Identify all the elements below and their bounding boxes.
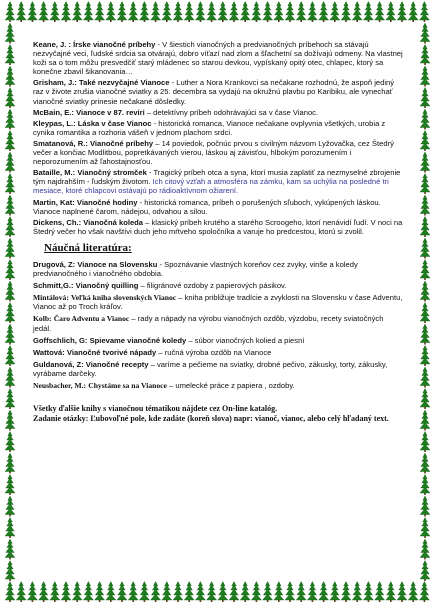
book-author: Grisham, J.: xyxy=(33,78,77,88)
christmas-tree-icon xyxy=(285,582,295,603)
book-annotation: – klasický príbeh krutého a starého Scroogeho, ktorí nenávidí ľudí. V noci na Štedrý večer ho však navštívi duch jeho mŕtveho spoločníka a varuje ho predcestou, ktorú si zvolil. xyxy=(33,217,403,236)
book-author: Guldanová, Z: xyxy=(33,359,84,369)
book-annotation: – kniha približuje tradície a zvyklosti na Slovensku v čase Adventu, Vianoc až po Troch kráľov. xyxy=(33,293,403,312)
book-title: Vianočný stromček xyxy=(77,168,147,178)
christmas-tree-icon xyxy=(5,389,15,410)
book-entry xyxy=(33,336,403,345)
christmas-tree-icon xyxy=(363,2,373,23)
christmas-tree-icon xyxy=(162,2,172,23)
christmas-tree-icon xyxy=(263,582,273,603)
christmas-tree-icon xyxy=(229,582,239,603)
book-entry xyxy=(33,139,403,166)
christmas-tree-icon xyxy=(117,582,127,603)
book-annotation: – varíme a pečieme na sviatky, drobné pečivo, zákusky, torty, zákusky, vyrábame darčeky. xyxy=(33,359,388,378)
book-list xyxy=(33,40,403,423)
christmas-tree-icon xyxy=(39,2,49,23)
christmas-tree-icon xyxy=(151,582,161,603)
book-entry xyxy=(33,381,403,390)
christmas-tree-icon xyxy=(5,367,15,388)
christmas-tree-icon xyxy=(207,582,217,603)
book-annotation: – filigránové ozdoby z papierových pásikov. xyxy=(138,281,287,291)
book-annotation: – ručná výroba ozdôb na Vianoce xyxy=(156,347,272,357)
christmas-tree-icon xyxy=(296,2,306,23)
book-author: Kolb: xyxy=(33,314,52,324)
christmas-tree-icon xyxy=(5,561,15,582)
christmas-tree-icon xyxy=(5,346,15,367)
book-annotation-continued: Ich citový vzťah a atmosféra na zámku, kam sa uchýlia na posledné tri mesiace, ktoré chlapcovi ostávajú po rádioaktívnom ožiarení. xyxy=(33,177,389,196)
christmas-tree-icon xyxy=(420,389,430,410)
christmas-tree-icon xyxy=(218,2,228,23)
book-author: Goffschlich, G: xyxy=(33,335,88,345)
christmas-tree-icon xyxy=(420,518,430,539)
book-annotation: – 14 poviedok, počnúc prvou s civilným názvom Lyžovačka, cez Štedrý večer a končiac Modlitbou, popretkávaných vierou, láskou aj závisťou, hlbokým porozumením i neporozumením až ľahostajnosťou. xyxy=(33,138,394,167)
christmas-tree-icon xyxy=(420,260,430,281)
christmas-tree-icon xyxy=(420,217,430,238)
book-entry xyxy=(33,293,403,311)
nonfiction-list xyxy=(33,260,403,390)
fiction-list xyxy=(33,40,403,236)
christmas-tree-icon xyxy=(195,582,205,603)
christmas-tree-icon xyxy=(5,260,15,281)
book-title: Veľká kniha slovenských Vianoc xyxy=(70,293,177,303)
christmas-tree-icon xyxy=(375,2,385,23)
christmas-tree-icon xyxy=(363,582,373,603)
christmas-tree-icon xyxy=(420,152,430,173)
christmas-tree-icon xyxy=(5,496,15,517)
catalog-note-line2: Zadanie otázky: Ľubovoľné pole, kde zadáte (koreň slova) napr: vianoč, vianoc, alebo celý hľadaný text. xyxy=(33,413,389,423)
christmas-tree-icon xyxy=(420,195,430,216)
christmas-tree-icon xyxy=(285,2,295,23)
book-entry xyxy=(33,218,403,236)
christmas-tree-icon xyxy=(27,582,37,603)
christmas-tree-icon xyxy=(240,582,250,603)
christmas-tree-icon xyxy=(162,582,172,603)
christmas-tree-icon xyxy=(341,2,351,23)
christmas-tree-icon xyxy=(61,2,71,23)
book-title: Vianočné hodiny xyxy=(76,197,138,207)
book-author: Keane, J. : xyxy=(33,40,71,49)
christmas-tree-icon xyxy=(139,2,149,23)
christmas-tree-icon xyxy=(251,2,261,23)
christmas-tree-icon xyxy=(386,2,396,23)
christmas-tree-icon xyxy=(5,217,15,238)
book-entry xyxy=(33,260,403,278)
christmas-tree-icon xyxy=(229,2,239,23)
christmas-tree-icon xyxy=(195,2,205,23)
christmas-tree-icon xyxy=(5,174,15,195)
christmas-tree-icon xyxy=(5,195,15,216)
christmas-tree-icon xyxy=(16,582,26,603)
book-title: Vianoce v 87. revíri xyxy=(76,107,145,117)
book-annotation: - Luther a Nora Krankovci sa nečakane rozhodnú, že aspoň jediný raz v živote zrušia vianočné sviatky a 25. decembra sa vydajú na okružnú plavbu po Karibiku, ale vynechať vianočné sviatky prinesie nečakané dôsledky. xyxy=(33,78,395,106)
christmas-tree-icon xyxy=(419,2,429,23)
christmas-tree-icon xyxy=(5,45,15,66)
book-title: Vianočná koleda xyxy=(83,217,144,227)
catalog-note-line1: Všetky ďalšie knihy s vianočnou tématikou nájdete cez On-line katalóg. xyxy=(33,404,278,414)
christmas-tree-icon xyxy=(5,539,15,560)
book-annotation: - V šiestich vianočných a predvianočných príbehoch sa stávajú nezvyčajné veci, ľudské srdcia sa otvárajú, dobro víťazí nad zlom a šľachetní sa dožívajú odmeny. Na vlastnej koži sa o tom môžu presvedčiť starý mládenec so starou devkou, vypískaný opitý otec, chlapec, ktorý sa konečne zbavil šikanovania… xyxy=(33,40,403,77)
christmas-tree-icon xyxy=(307,2,317,23)
christmas-tree-icon xyxy=(5,453,15,474)
book-entry xyxy=(33,78,403,105)
christmas-tree-icon xyxy=(27,2,37,23)
christmas-tree-icon xyxy=(139,582,149,603)
christmas-tree-icon xyxy=(420,88,430,109)
christmas-tree-icon xyxy=(420,238,430,259)
book-annotation: – umelecké práce z papiera , ozdoby. xyxy=(166,381,295,390)
christmas-tree-icon xyxy=(240,2,250,23)
book-entry xyxy=(33,281,403,290)
christmas-tree-icon xyxy=(420,281,430,302)
book-annotation: - historická romanca, príbeh o porušených sľuboch, vykúpených láskou. Vianoce naplnené čarom, nádejou, odvahou a silou. xyxy=(33,197,381,216)
christmas-tree-icon xyxy=(106,582,116,603)
christmas-tree-icon xyxy=(5,109,15,130)
book-author: Wattová: xyxy=(33,347,65,357)
christmas-tree-icon xyxy=(5,475,15,496)
christmas-tree-icon xyxy=(420,496,430,517)
christmas-tree-icon xyxy=(5,66,15,87)
christmas-tree-icon xyxy=(5,432,15,453)
christmas-tree-icon xyxy=(420,410,430,431)
christmas-tree-icon xyxy=(296,582,306,603)
book-title: Vianočné príbehy xyxy=(89,138,154,148)
christmas-tree-icon xyxy=(173,582,183,603)
christmas-tree-icon xyxy=(341,582,351,603)
book-annotation: - historická romanca, Vianoce nečakane ovplyvnia všetkých, urobia z cynika romantika a rozhoria vášeň v jednom plachom srdci. xyxy=(33,118,386,137)
book-author: Bataille, M.: xyxy=(33,168,76,178)
christmas-tree-icon xyxy=(39,582,49,603)
christmas-tree-icon xyxy=(16,2,26,23)
christmas-tree-icon xyxy=(5,23,15,44)
book-annotation: – rady a nápady na výrobu vianočných ozdôb, výzdobu, recety sviatočných jedál. xyxy=(33,314,384,333)
section-title: Náučná literatúra: xyxy=(44,241,132,254)
christmas-tree-icon xyxy=(61,582,71,603)
book-entry xyxy=(33,168,403,195)
book-title: Láska v čase Vianoc xyxy=(77,118,152,128)
christmas-tree-icon xyxy=(420,324,430,345)
book-author: Neusbacher, M.: xyxy=(33,381,87,390)
book-entry xyxy=(33,348,403,357)
book-author: Schmitt,G.: xyxy=(33,281,74,291)
christmas-tree-icon xyxy=(83,582,93,603)
book-annotation: - Tragický príbeh otca a syna, ktorí musia zaplatiť za nezmyselné zbrojenie tým najdrahším - ľudským životom. xyxy=(33,168,401,187)
catalog-note xyxy=(33,404,403,423)
christmas-tree-icon xyxy=(420,346,430,367)
christmas-tree-icon xyxy=(420,23,430,44)
christmas-tree-icon xyxy=(420,45,430,66)
christmas-tree-icon xyxy=(420,432,430,453)
christmas-tree-icon xyxy=(408,582,418,603)
christmas-tree-icon xyxy=(408,2,418,23)
christmas-tree-icon xyxy=(352,2,362,23)
christmas-tree-icon xyxy=(420,561,430,582)
book-annotation: – súbor vianočných kolied a piesní xyxy=(186,335,305,345)
christmas-tree-icon xyxy=(50,582,60,603)
christmas-tree-icon xyxy=(274,2,284,23)
christmas-tree-icon xyxy=(5,303,15,324)
christmas-tree-icon xyxy=(397,582,407,603)
book-annotation: – detektívny príbeh odohrávajúci sa v čase Vianoc. xyxy=(144,107,319,117)
christmas-tree-icon xyxy=(151,2,161,23)
christmas-tree-icon xyxy=(184,582,194,603)
book-entry xyxy=(33,108,403,117)
book-entry xyxy=(33,119,403,137)
christmas-tree-icon xyxy=(83,2,93,23)
christmas-tree-icon xyxy=(420,367,430,388)
christmas-tree-icon xyxy=(5,152,15,173)
christmas-tree-icon xyxy=(184,2,194,23)
book-entry xyxy=(33,360,403,378)
christmas-tree-icon xyxy=(274,582,284,603)
christmas-tree-icon xyxy=(419,582,429,603)
christmas-tree-icon xyxy=(128,2,138,23)
christmas-tree-icon xyxy=(72,582,82,603)
christmas-tree-icon xyxy=(106,2,116,23)
book-entry xyxy=(33,40,403,76)
book-entry xyxy=(33,198,403,216)
christmas-tree-icon xyxy=(420,453,430,474)
christmas-tree-icon xyxy=(420,109,430,130)
christmas-tree-icon xyxy=(251,582,261,603)
christmas-tree-icon xyxy=(420,539,430,560)
christmas-tree-icon xyxy=(218,582,228,603)
book-title: Vianoce na Slovensku xyxy=(77,259,158,269)
book-title: Vianočné recepty xyxy=(85,359,149,369)
christmas-tree-icon xyxy=(330,582,340,603)
christmas-tree-icon xyxy=(5,88,15,109)
book-title: Vianočné tvorivé nápady xyxy=(66,347,157,357)
christmas-tree-icon xyxy=(263,2,273,23)
christmas-tree-icon xyxy=(5,410,15,431)
christmas-tree-icon xyxy=(319,582,329,603)
christmas-tree-icon xyxy=(307,582,317,603)
book-title: Spievame vianočné koledy xyxy=(89,335,187,345)
christmas-tree-icon xyxy=(420,303,430,324)
book-title: Írske vianočné príbehy xyxy=(73,40,156,49)
book-title: Chystáme sa na Vianoce xyxy=(88,381,167,390)
book-title: Také nezvyčajné Vianoce xyxy=(79,78,170,88)
book-title: Čaro Adventu a Vianoc xyxy=(53,314,130,324)
christmas-tree-icon xyxy=(319,2,329,23)
christmas-tree-icon xyxy=(5,324,15,345)
christmas-tree-icon xyxy=(5,2,15,23)
book-author: Kleypas, L.: xyxy=(33,118,76,128)
christmas-tree-icon xyxy=(420,66,430,87)
christmas-tree-icon xyxy=(72,2,82,23)
christmas-tree-icon xyxy=(117,2,127,23)
book-title: Vianočný quilling xyxy=(75,281,139,291)
christmas-tree-icon xyxy=(95,582,105,603)
book-entry xyxy=(33,314,403,332)
book-author: Martin, Kat: xyxy=(33,197,75,207)
christmas-tree-icon xyxy=(128,582,138,603)
book-author: Dickens, Ch.: xyxy=(33,217,82,227)
christmas-tree-icon xyxy=(5,238,15,259)
christmas-tree-icon xyxy=(5,518,15,539)
christmas-tree-icon xyxy=(330,2,340,23)
christmas-tree-icon xyxy=(173,2,183,23)
christmas-tree-icon xyxy=(375,582,385,603)
book-author: Mintálová: xyxy=(33,293,69,303)
christmas-tree-icon xyxy=(420,174,430,195)
christmas-tree-icon xyxy=(5,281,15,302)
book-author: Drugová, Z: xyxy=(33,259,76,269)
christmas-tree-icon xyxy=(5,582,15,603)
christmas-tree-icon xyxy=(397,2,407,23)
christmas-tree-icon xyxy=(352,582,362,603)
christmas-tree-icon xyxy=(207,2,217,23)
christmas-tree-icon xyxy=(420,475,430,496)
christmas-tree-icon xyxy=(386,582,396,603)
book-author: Smatanová, R.: xyxy=(33,138,88,148)
book-author: McBain, E.: xyxy=(33,107,74,117)
christmas-tree-icon xyxy=(95,2,105,23)
christmas-tree-icon xyxy=(420,131,430,152)
christmas-tree-icon xyxy=(50,2,60,23)
book-annotation: - Spoznávanie vlastných koreňov cez zvyky, vinše a koledy predvianočného i vianočného obdobia. xyxy=(33,259,358,279)
christmas-tree-icon xyxy=(5,131,15,152)
